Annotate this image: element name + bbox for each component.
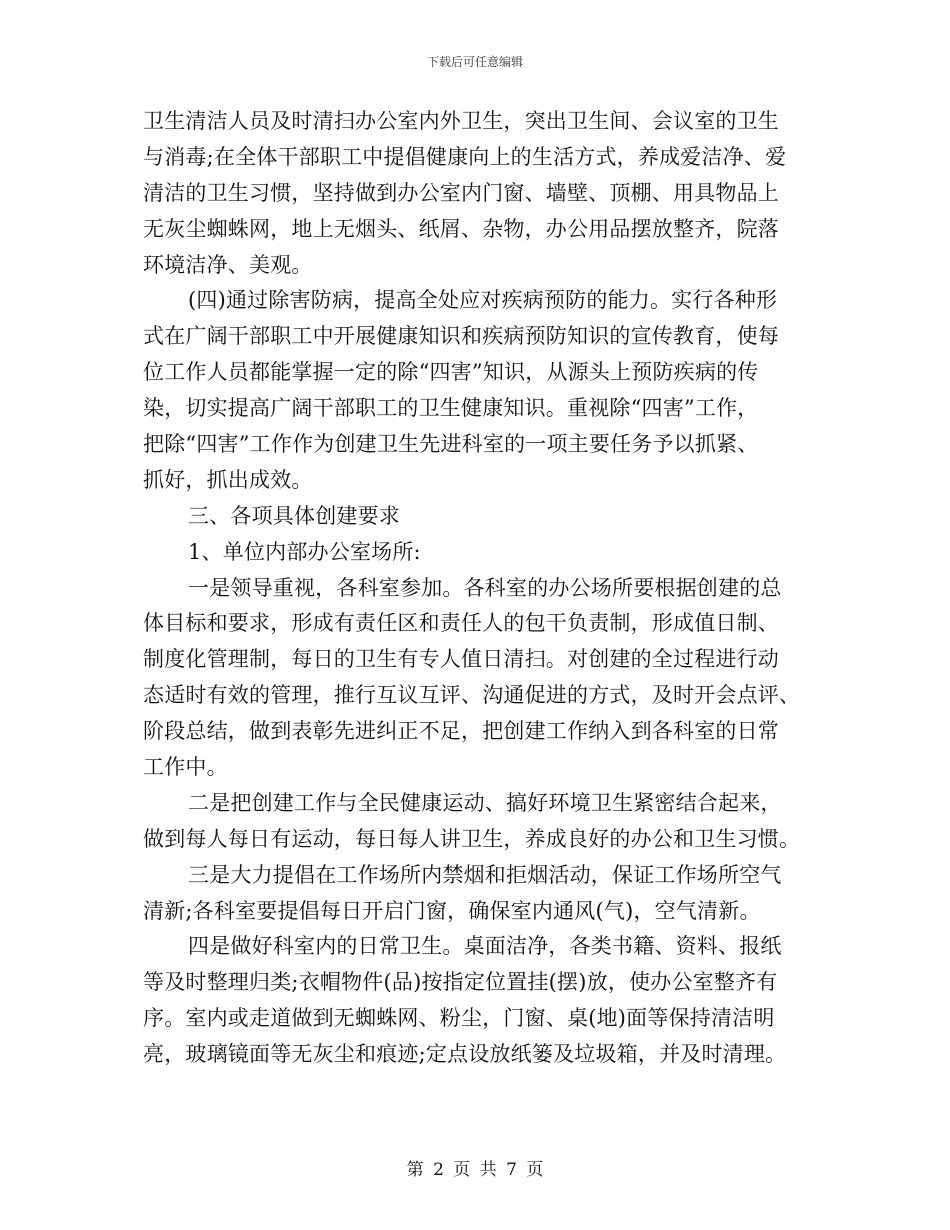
text-line: 三、各项具体创建要求 <box>188 503 400 528</box>
text-line: 清洁的卫生习惯，坚持做到办公室内门窗、墙壁、顶棚、用具物品上 <box>143 180 779 205</box>
text-line: 二是把创建工作与全民健康运动、搞好环境卫生紧密结合起来， <box>188 790 782 815</box>
text-line: 抓好，抓出成效。 <box>143 467 313 492</box>
text-line: 序。室内或走道做到无蜘蛛网、粉尘，门窗、桌(地)面等保持清洁明 <box>143 1006 775 1031</box>
page-header: 下载后可任意编辑 <box>426 55 523 69</box>
text-line: 阶段总结，做到表彰先进纠正不足，把创建工作纳入到各科室的日常 <box>143 719 779 744</box>
text-line: 把除“四害”工作作为创建卫生先进科室的一项主要任务予以抓紧、 <box>143 432 759 457</box>
text-line: 亮，玻璃镜面等无灰尘和痕迹;定点设放纸篓及垃圾箱，并及时清理。 <box>143 1042 787 1067</box>
text-line: 染，切实提高广阔干部职工的卫生健康知识。重视除“四害”工作， <box>143 396 759 421</box>
text-line: 卫生清洁人员及时清扫办公室内外卫生，突出卫生间、会议室的卫生 <box>143 109 779 133</box>
text-line: 做到每人每日有运动，每日每人讲卫生，养成良好的办公和卫生习惯。 <box>143 826 801 851</box>
text-line: 工作中。 <box>143 755 228 780</box>
text-line: 四是做好科室内的日常卫生。桌面洁净，各类书籍、资料、报纸 <box>188 934 782 959</box>
text-line: 位工作人员都能掌握一定的除“四害”知识，从源头上预防疾病的传 <box>143 360 759 385</box>
text-line: 与消毒;在全体干部职工中提倡健康向上的生活方式，养成爱洁净、爱 <box>143 144 787 169</box>
text-line: 一是领导重视，各科室参加。各科室的办公场所要根据创建的总 <box>188 575 782 600</box>
text-line: 体目标和要求，形成有责任区和责任人的包干负责制，形成值日制、 <box>143 611 779 636</box>
text-line: 式在广阔干部职工中开展健康知识和疾病预防知识的宣传教育，使每 <box>143 324 779 349</box>
text-line: 等及时整理归类;衣帽物件(品)按指定位置挂(摆)放，使办公室整齐有 <box>143 970 778 995</box>
text-line: 态适时有效的管理，推行互议互评、沟通促进的方式，及时开会点评、 <box>143 683 801 708</box>
page-footer: 第 2 页 共 7 页 <box>406 1160 544 1180</box>
text-line: 1、单位内部办公室场所: <box>188 539 421 564</box>
text-line: 无灰尘蜘蛛网，地上无烟头、纸屑、杂物，办公用品摆放整齐，院落 <box>143 216 779 241</box>
text-line: 清新;各科室要提倡每日开启门窗，确保室内通风(气)，空气清新。 <box>143 898 761 923</box>
text-line: 制度化管理制，每日的卫生有专人值日清扫。对创建的全过程进行动 <box>143 647 779 672</box>
text-line: 环境洁净、美观。 <box>143 252 313 277</box>
text-line: 三是大力提倡在工作场所内禁烟和拒烟活动，保证工作场所空气 <box>188 862 782 887</box>
text-line: (四)通过除害防病，提高全处应对疾病预防的能力。实行各种形 <box>188 288 778 313</box>
document-body <box>143 104 811 1073</box>
